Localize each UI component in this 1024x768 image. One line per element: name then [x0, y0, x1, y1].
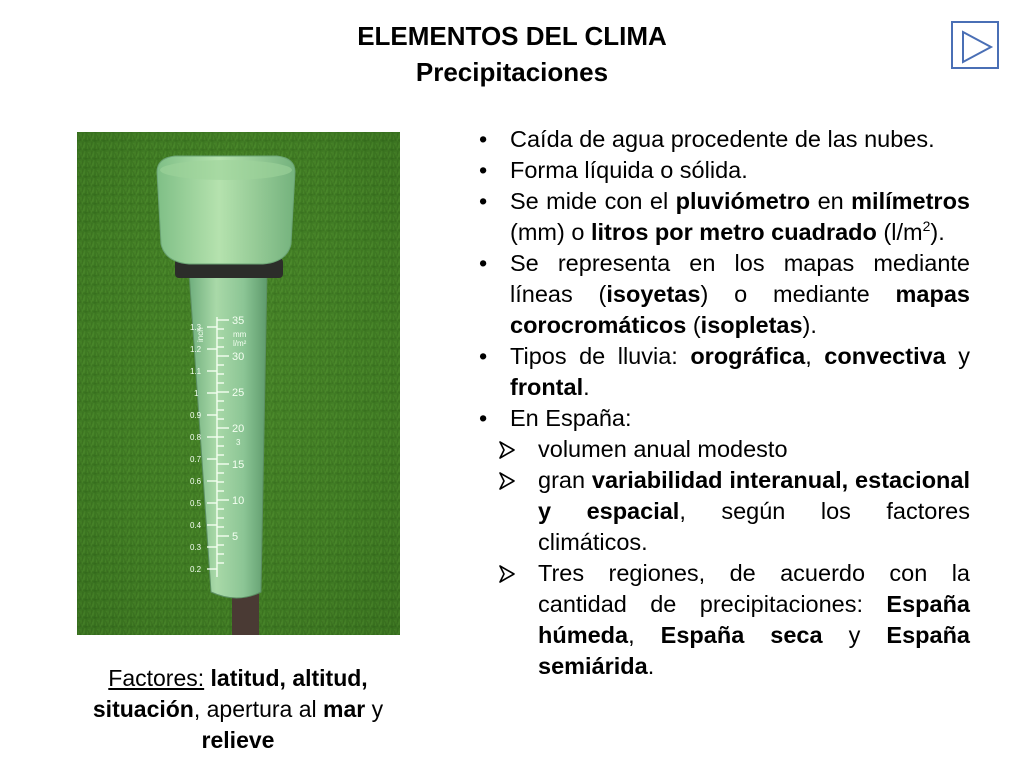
bullet-dot: •: [479, 250, 488, 276]
gauge-unit-lm2: l/m²: [233, 339, 247, 348]
gauge-in-0-3: 0.3: [190, 543, 202, 552]
title-line-2: Precipitaciones: [415, 57, 609, 87]
bullet-dot: •: [479, 188, 488, 214]
bullet-dot: •: [479, 405, 488, 431]
title-line-1: ELEMENTOS DEL CLIMA: [357, 21, 667, 51]
gauge-in-0-6: 0.6: [190, 477, 202, 486]
gauge-in-1-2: 1.2: [190, 345, 202, 354]
caption-label: Factores:: [108, 665, 205, 691]
bullet-item: • Tipos de lluvia: orográfica, convectiva y frontal.: [479, 343, 970, 400]
bullet-dot: •: [479, 343, 488, 369]
gauge-in-0-7: 0.7: [190, 455, 202, 464]
gauge-in-0-9: 0.9: [190, 411, 202, 420]
gauge-mm-35: 35: [232, 315, 245, 327]
gauge-in-0-5: 0.5: [190, 499, 202, 508]
bullet-item: • Forma líquida o sólida.: [477, 155, 970, 186]
gauge-mark-3: 3: [236, 438, 241, 447]
bullet-item: • Se mide con el pluviómetro en milímetros (mm) o litros por metro cuadrado $(l/m^2)$.: [479, 188, 970, 245]
bullet-list: [477, 124, 970, 682]
gauge-in-1-3: 1.3: [190, 323, 202, 332]
arrow-bullet-icon: [497, 471, 517, 491]
gauge-in-0-4: 0.4: [190, 521, 202, 530]
gauge-mm-5: 5: [232, 531, 239, 543]
gauge-mm-30: 30: [232, 351, 245, 363]
sub-bullet-item: volumen anual modesto: [444, 434, 970, 465]
next-slide-button[interactable]: [951, 21, 999, 69]
bullet-item: • Caída de agua procedente de las nubes.: [477, 124, 970, 155]
arrow-bullet-icon: [497, 440, 517, 460]
gauge-unit-mm: mm: [233, 330, 247, 339]
slide-title: [300, 18, 724, 90]
arrow-bullet-icon: [497, 564, 517, 584]
bullet-item: • Se representa en los mapas mediante líneas (isoyetas) o mediante mapas corocromáticos (isopletas).: [479, 250, 970, 338]
gauge-mm-25: 25: [232, 387, 245, 399]
photo-caption: Factores: latitud, altitud, situación, apertura al mar y relieve: [92, 665, 384, 753]
play-next-icon: [957, 27, 997, 67]
gauge-in-1-1: 1.1: [190, 367, 202, 376]
gauge-in-1: 1: [194, 389, 199, 398]
gauge-mm-15: 15: [232, 459, 245, 471]
bullet-item: • En España:: [477, 403, 970, 434]
bullet-dot: •: [479, 126, 488, 152]
bullet-dot: •: [479, 157, 488, 183]
gauge-in-0-8: 0.8: [190, 433, 202, 442]
sub-bullet-item: Tres regiones, de acuerdo con la cantidad de precipitaciones: España húmeda, España seca y España semiárida.: [444, 558, 970, 682]
gauge-mm-20: 20: [232, 423, 245, 435]
sub-bullet-item: gran variabilidad interanual, estacional y espacial, según los factores climáticos.: [444, 465, 970, 558]
gauge-mm-10: 10: [232, 495, 245, 507]
gauge-unit-inch: inch: [196, 327, 205, 342]
gauge-in-0-2: 0.2: [190, 565, 202, 574]
rain-gauge-photo: [77, 132, 400, 635]
